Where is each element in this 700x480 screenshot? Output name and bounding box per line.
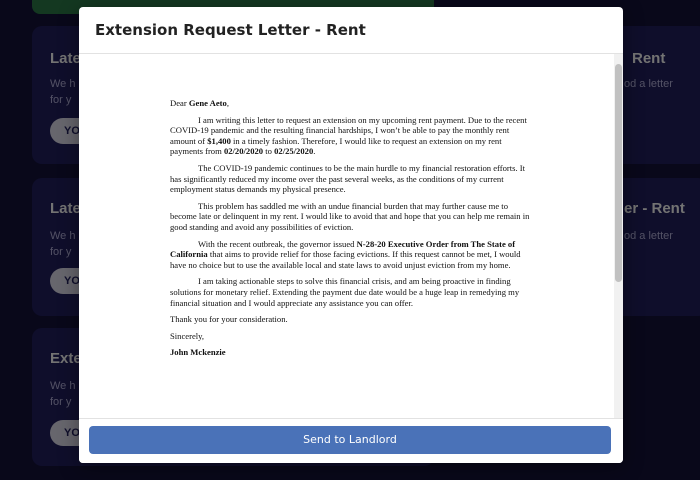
scrollbar-thumb[interactable]: [615, 64, 622, 282]
executive-order: N-28-20 Executive Order from The State of California: [170, 238, 516, 260]
letter-salutation: Dear Gene Aeto,: [170, 98, 229, 108]
modal-title: Extension Request Letter - Rent: [95, 21, 366, 39]
letter-thanks: Thank you for your consideration.: [170, 314, 288, 325]
recipient-name: Gene Aeto: [188, 98, 227, 108]
letter-paragraph-3: This problem has saddled me with an undue financial burden that may further cause me to become late or delinquent in my rent. I would like to avoid that and hope that you can help me remain in good standing and avoid any possibilities of eviction.: [170, 200, 530, 232]
send-to-landlord-button[interactable]: Send to Landlord: [89, 426, 611, 454]
letter-paragraph-1: I am writing this letter to request an extension on my upcoming rent payment. Due to the recent COVID-19 pandemic and the resulting financial hardships, I won’t be able to pay the monthly rent amount of $1,400 in a timely fashion. Therefore, I would like to request an extension on my rent payments from 02/20/2020 to 02/25/2020.: [170, 114, 527, 157]
scrollbar-track[interactable]: [614, 54, 623, 418]
letter-paragraph-2: The COVID-19 pandemic continues to be the main hurdle to my financial restoration efforts. It has significantly reduced my income over the past several weeks, as the conditions of my current employment status demands my physical presence.: [170, 162, 526, 195]
modal-footer: [79, 418, 623, 463]
letter-signature: John Mckenzie: [170, 347, 226, 358]
modal-header: [79, 7, 623, 54]
letter-closing: Sincerely,: [170, 330, 205, 341]
rent-amount: $1,400: [207, 135, 231, 146]
extension-request-modal: [79, 7, 623, 463]
letter-paragraph-4: With the recent outbreak, the governor issued N-28-20 Executive Order from The State of California that aims to provide relief for those facing evictions. If this request cannot be met, I would have no choice but to use the available local and state laws to avoid unjust eviction from my home.: [170, 238, 521, 270]
letter-document: [170, 98, 530, 364]
date-from: 02/20/2020: [223, 146, 264, 157]
letter-paragraph-5: I am taking actionable steps to solve this financial crisis, and am being proactive in finding solutions for monetary relief. Extending the payment due date would be a huge leap in remedying my financial situation and I would appreciate any assistance you can offer.: [170, 276, 520, 308]
letter-scroll-area[interactable]: [79, 54, 623, 418]
date-to: 02/25/2020: [274, 146, 314, 157]
